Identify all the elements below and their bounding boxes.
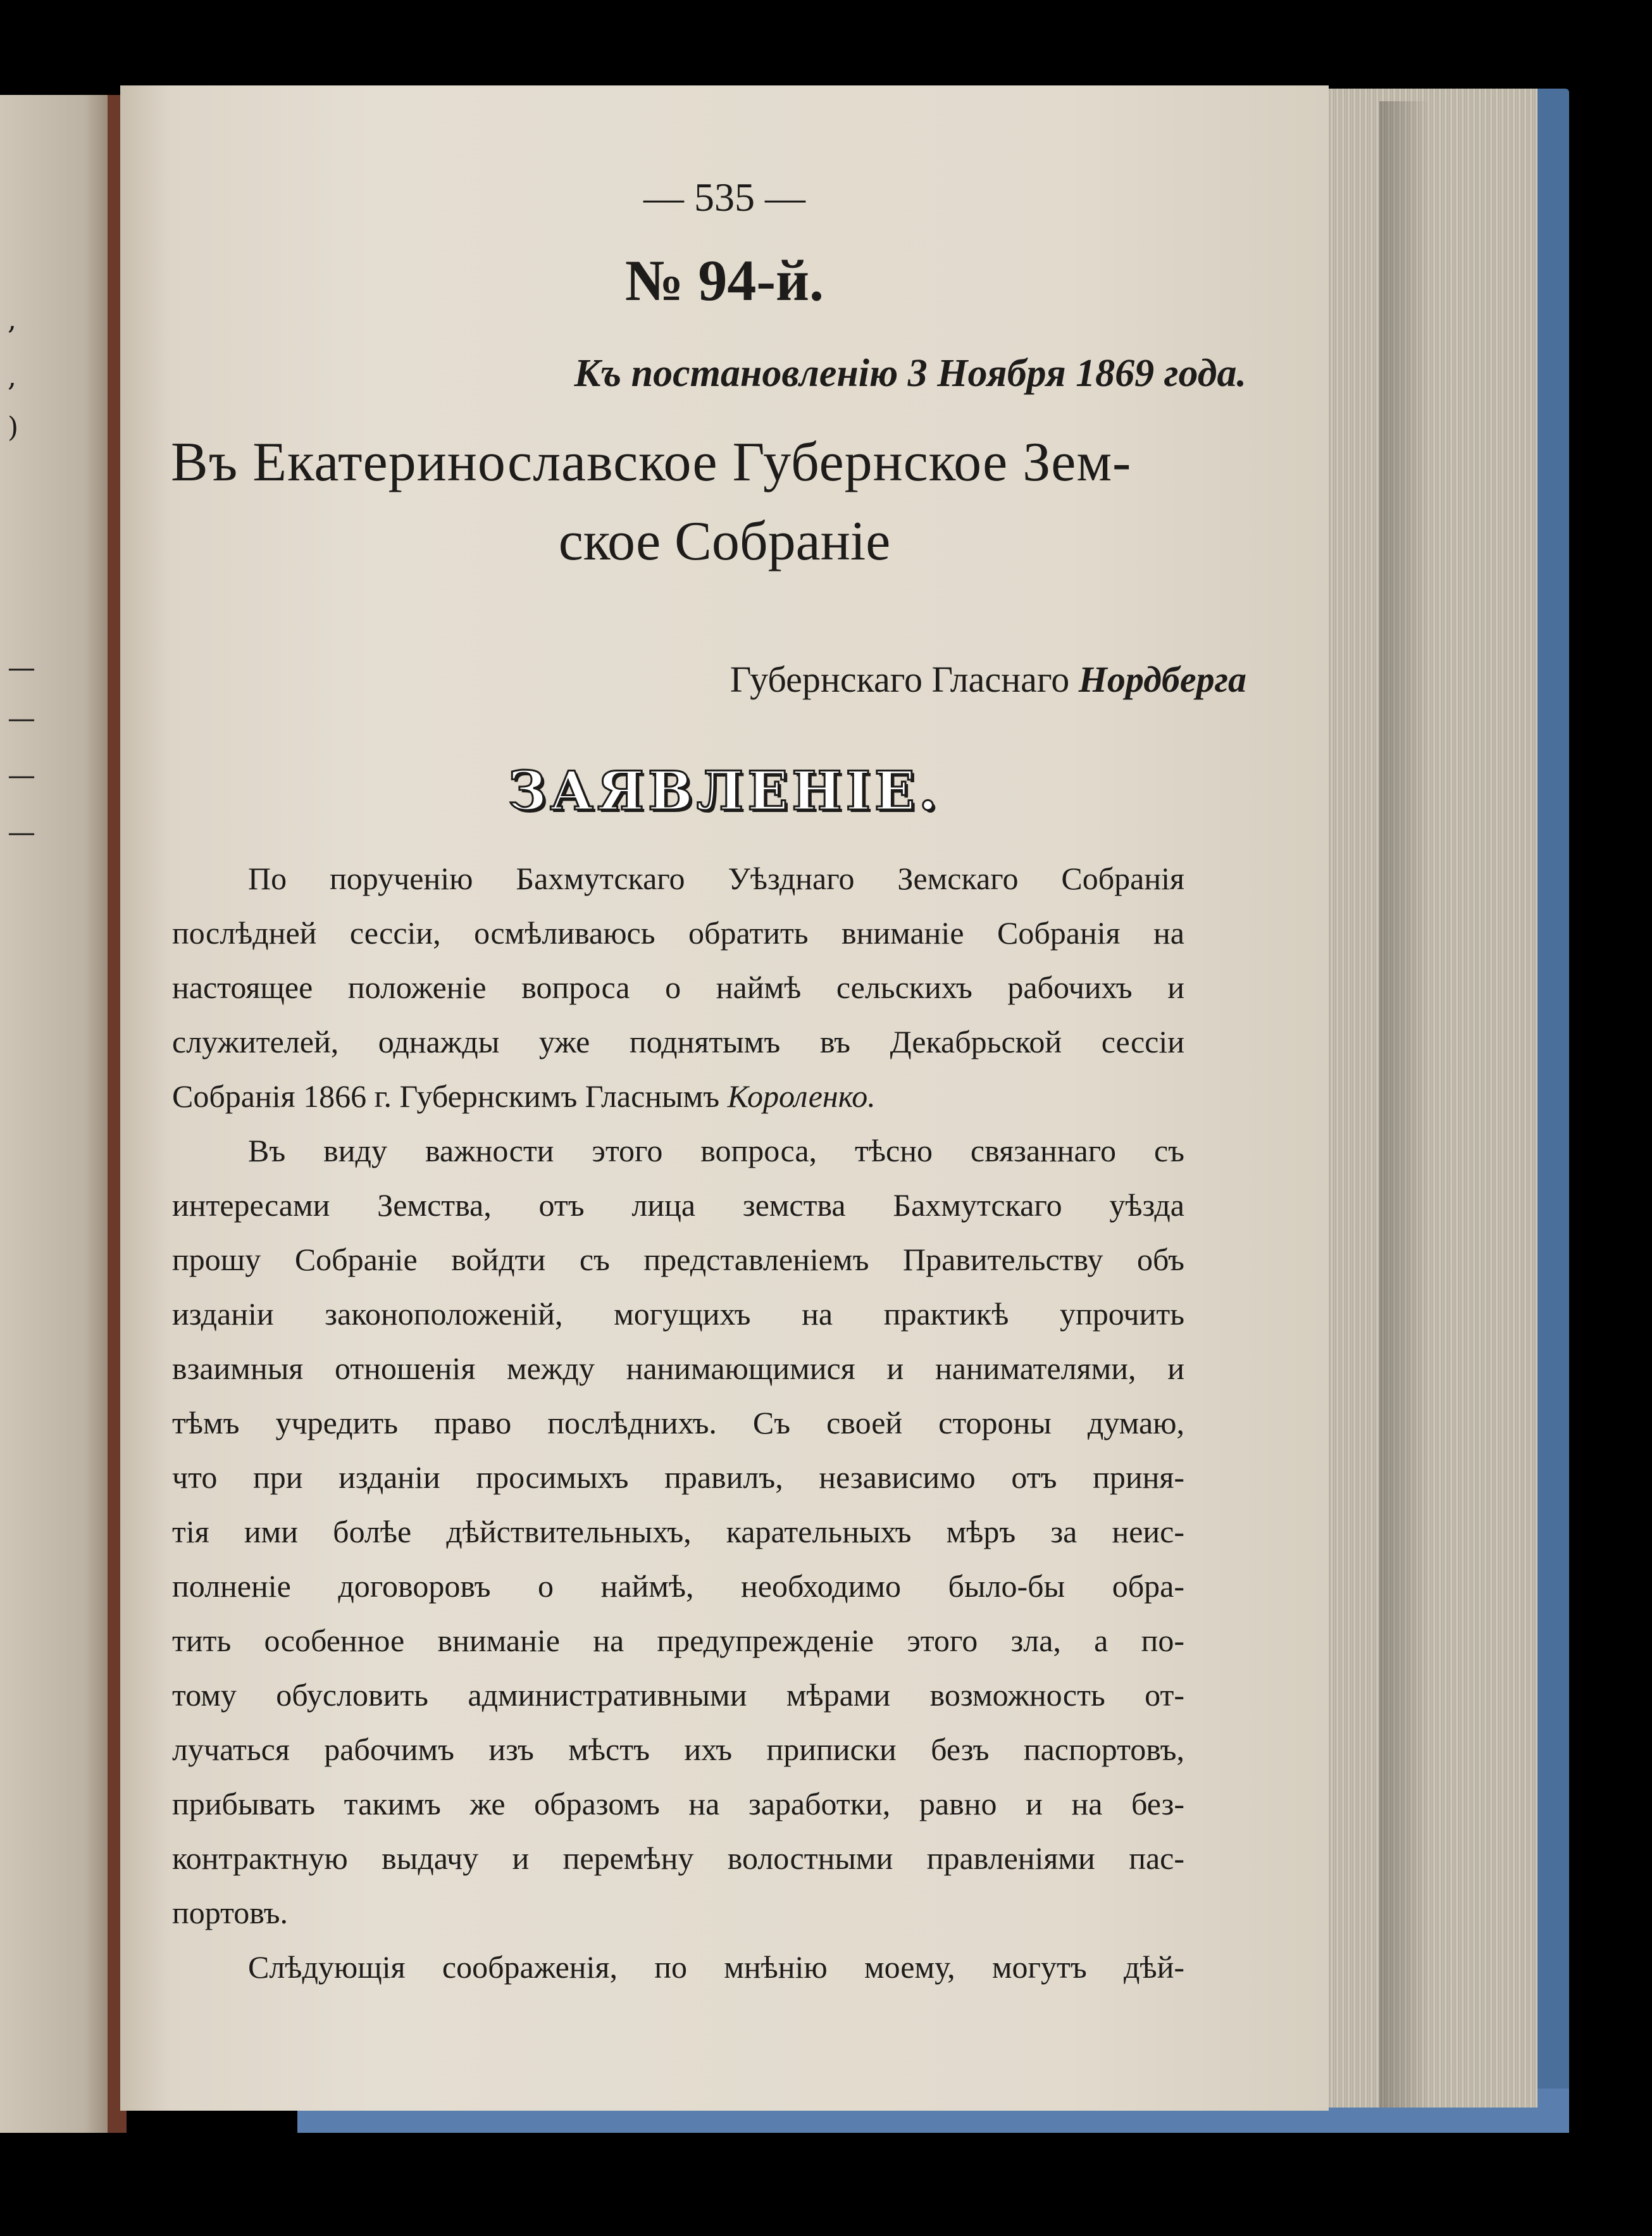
author-name: Нордберга [1078, 659, 1246, 700]
body-line-text: служителей, однажды уже поднятымъ въ Декабрьской сессіи [172, 1024, 1184, 1059]
body-line-text: тія ими болѣе дѣйствительныхъ, карательныхъ мѣръ за неис- [172, 1514, 1184, 1549]
body-line [172, 1232, 1184, 1287]
body-line-text: настоящее положеніе вопроса о наймѣ сельскихъ рабочихъ и [172, 970, 1184, 1005]
body-line [172, 1831, 1184, 1885]
body-line-text: По порученію Бахмутскаго Уѣзднаго Земскаго Собранія [248, 861, 1184, 896]
left-page-mark: — [8, 759, 35, 792]
body-line [172, 1178, 1184, 1232]
left-page-mark: — [8, 703, 35, 735]
page-stack-shadow [1379, 101, 1430, 2108]
body-line-text: Собранія 1866 г. Губернскимъ Гласнымъ [172, 1078, 720, 1114]
body-line [172, 1722, 1184, 1777]
page-number: — 535 — [643, 175, 805, 220]
resolution-reference: Къ постановленію 3 Ноября 1869 года. [574, 352, 1246, 395]
body-line [172, 1559, 1184, 1613]
body-line [172, 1287, 1184, 1341]
body-line [172, 1613, 1184, 1668]
body-line [172, 1504, 1184, 1559]
body-line [172, 1777, 1184, 1831]
heading-line-2: ское Собраніе [558, 511, 891, 572]
left-page-mark: — [8, 652, 35, 684]
body-line-text: тому обусловить административными мѣрами возможность от- [172, 1677, 1184, 1713]
current-page [120, 85, 1329, 2111]
statement-title: ЗАЯВЛЕНІЕ. [507, 759, 941, 822]
body-line [172, 1015, 1184, 1069]
body-text [172, 851, 1184, 1994]
body-line [172, 1069, 1184, 1123]
body-line-text: Слѣдующія соображенія, по мнѣнію моему, могутъ дѣй- [248, 1949, 1184, 1985]
body-line-text: что при изданіи просимыхъ правилъ, независимо отъ приня- [172, 1459, 1184, 1495]
left-page-mark: , [8, 361, 16, 393]
left-page-mark: , [8, 304, 16, 336]
previous-page-sliver [0, 95, 120, 2133]
left-page-mark: — [8, 816, 35, 849]
body-line-text: взаимныя отношенія между нанимающимися и нанимателями, и [172, 1351, 1184, 1386]
body-line-text: тить особенное вниманіе на предупрежденіе этого зла, а по- [172, 1623, 1184, 1658]
body-line [172, 1668, 1184, 1722]
body-line-text: послѣдней сессіи, осмѣливаюсь обратить вниманіе Собранія на [172, 915, 1184, 951]
left-page-mark: ) [8, 411, 19, 444]
body-line [172, 960, 1184, 1015]
body-line-text: контрактную выдачу и перемѣну волостными правленіями пас- [172, 1840, 1184, 1876]
body-line-italic-name: Короленко. [719, 1078, 876, 1114]
body-line-text: портовъ. [172, 1895, 289, 1930]
body-line-text: полненіе договоровъ о наймѣ, необходимо было-бы обра- [172, 1568, 1184, 1604]
body-line [172, 851, 1184, 906]
body-line [172, 1396, 1184, 1450]
body-line-text: интересами Земства, отъ лица земства Бахмутскаго уѣзда [172, 1187, 1184, 1223]
body-line [172, 1885, 1184, 1940]
body-line [172, 1341, 1184, 1396]
document-number: № 94-й. [624, 248, 824, 313]
author-line [730, 658, 1246, 701]
body-line-text: тѣмъ учредить право послѣднихъ. Съ своей стороны думаю, [172, 1405, 1184, 1440]
body-line-text: прошу Собраніе войдти съ представленіемъ Правительству объ [172, 1242, 1184, 1277]
body-line [172, 1940, 1184, 1994]
body-line [172, 1450, 1184, 1504]
body-line [172, 906, 1184, 960]
body-line-text: прибывать такимъ же образомъ на заработки, равно и на без- [172, 1786, 1184, 1821]
page-stack-edges [1322, 89, 1537, 2108]
body-line [172, 1123, 1184, 1178]
body-line-text: лучаться рабочимъ изъ мѣстъ ихъ приписки безъ паспортовъ, [172, 1732, 1184, 1767]
heading-line-1: Въ Екатеринославское Губернское Зем- [171, 432, 1132, 493]
body-line-text: Въ виду важности этого вопроса, тѣсно связаннаго съ [248, 1133, 1184, 1168]
author-prefix: Губернскаго Гласнаго [730, 659, 1079, 700]
body-line-text: изданіи законоположеній, могущихъ на практикѣ упрочить [172, 1296, 1184, 1332]
